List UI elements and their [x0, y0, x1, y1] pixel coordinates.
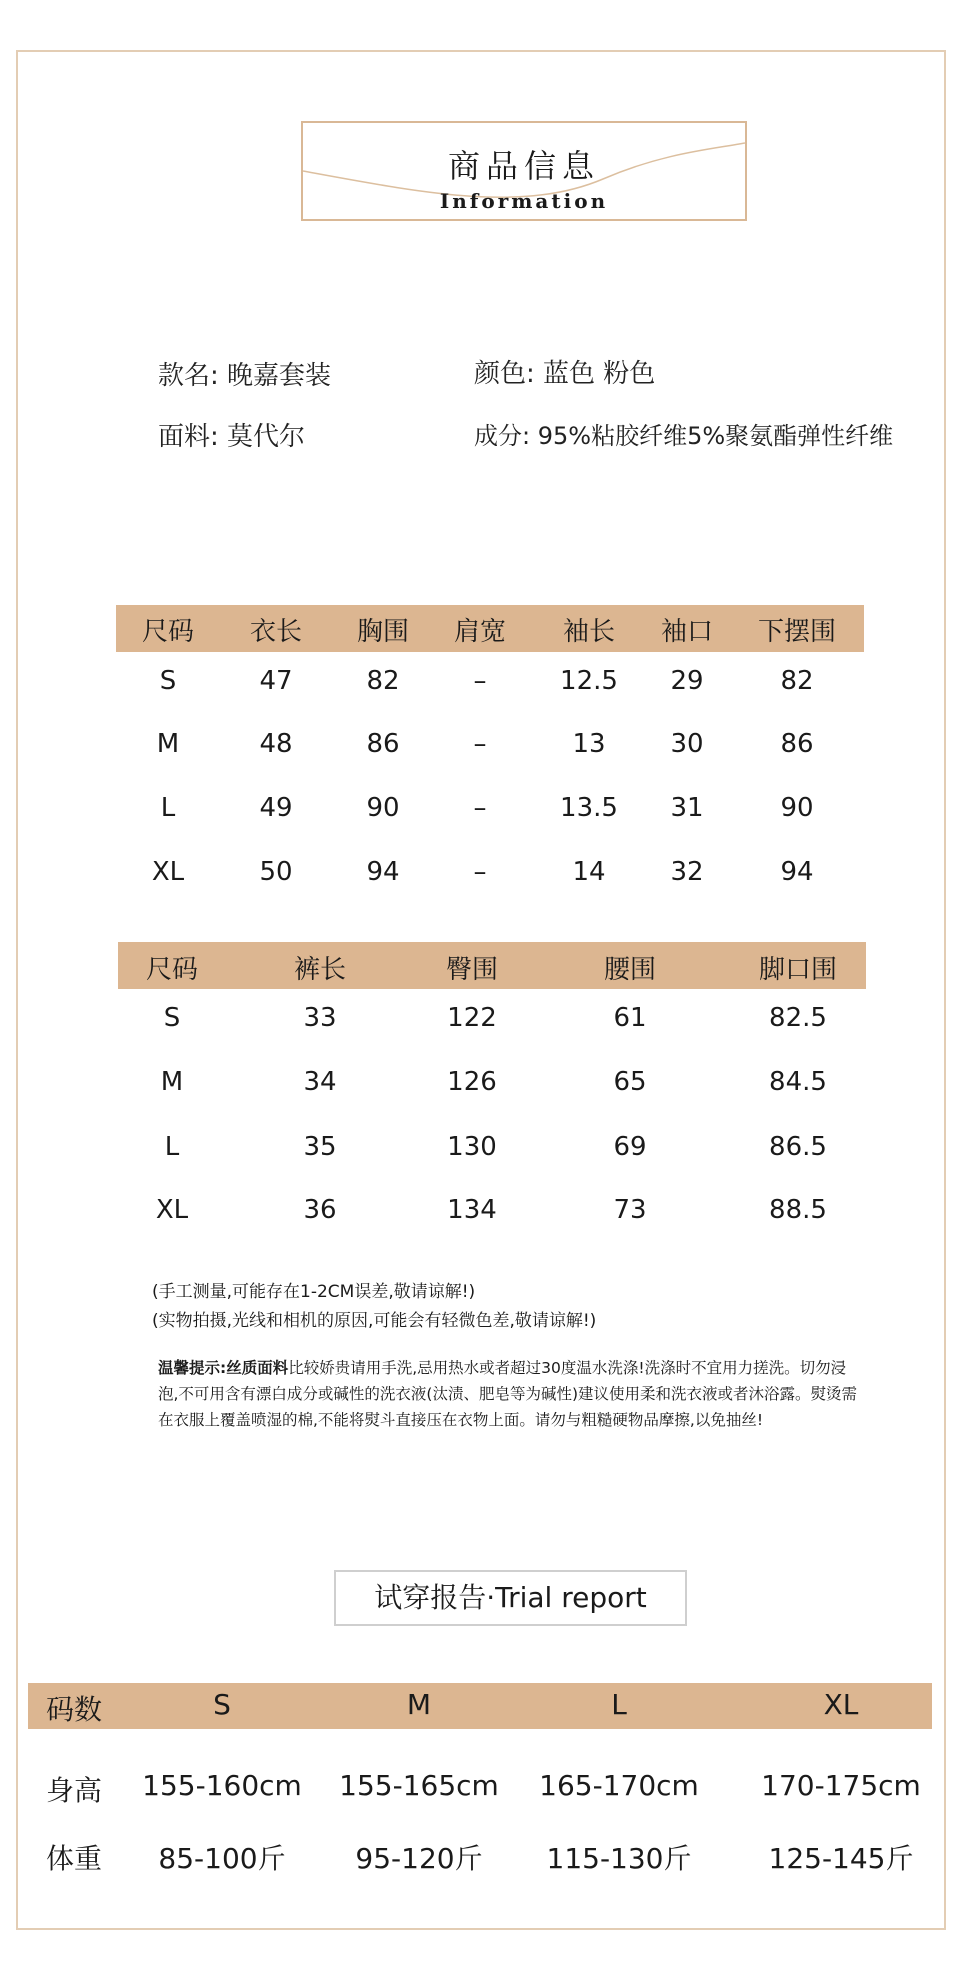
top-table-cell: 94 — [366, 857, 400, 887]
top-table-cell: – — [473, 666, 487, 696]
top-table-cell: L — [160, 793, 176, 823]
top-table-cell: 82 — [780, 666, 814, 696]
top-table-cell: 12.5 — [560, 666, 618, 696]
top-table-cell: 86 — [780, 729, 814, 759]
bottom-table-header-cell: 裤长 — [293, 955, 347, 985]
bottom-table-cell: 34 — [303, 1067, 337, 1097]
title-box — [301, 121, 747, 221]
top-table-cell: 14 — [572, 857, 606, 887]
title-english: Information — [439, 189, 609, 213]
trial-table-cell: 155-165cm — [339, 1769, 499, 1802]
page-frame — [16, 50, 946, 1930]
top-table-cell: 29 — [670, 666, 704, 696]
top-table-cell: M — [156, 729, 180, 759]
style-value: 晚嘉套装 — [227, 361, 332, 391]
top-table-cell: 13.5 — [560, 793, 618, 823]
top-table-cell: – — [473, 729, 487, 759]
title-chinese: 商品信息 — [447, 147, 600, 185]
tips-text: 比较娇贵请用手洗,忌用热水或者超过30度温水洗涤!洗涤时不宜用力搓洗。切勿浸泡,不可用含有漂白成分或碱性的洗衣液(汰渍、肥皂等为碱性)建议使用柔和洗衣液或者沐浴露。熨烫需在衣服上覆盖喷湿的棉,不能将熨斗直接压在衣物上面。请勿与粗糙硬物品摩擦,以免抽丝! — [158, 1359, 858, 1429]
bottom-table-cell: L — [164, 1132, 180, 1162]
color-info — [474, 353, 655, 390]
style-name — [158, 355, 331, 392]
composition-label: 成分: — [474, 422, 531, 450]
top-table-header-cell: 衣长 — [249, 617, 303, 647]
photo-note: (实物拍摄,光线和相机的原因,可能会有轻微色差,敬请谅解!) — [152, 1311, 597, 1331]
trial-table-cell: 125-145斤 — [768, 1842, 914, 1875]
trial-table-cell: 155-160cm — [142, 1769, 302, 1802]
bottom-table-cell: 86.5 — [769, 1132, 827, 1162]
top-table-cell: 50 — [259, 857, 293, 887]
top-table-cell: 94 — [780, 857, 814, 887]
color-value: 蓝色 粉色 — [543, 359, 656, 389]
bottom-table-cell: 69 — [613, 1132, 647, 1162]
trial-table-cell: 165-170cm — [539, 1769, 699, 1802]
fabric-value: 莫代尔 — [227, 422, 306, 452]
bottom-table-cell: 122 — [447, 1003, 497, 1033]
top-table-cell: 82 — [366, 666, 400, 696]
top-table-header-cell: 尺码 — [141, 617, 195, 647]
bottom-table-cell: 65 — [613, 1067, 647, 1097]
bottom-table-cell: S — [163, 1003, 181, 1033]
bottom-table-cell: 73 — [613, 1195, 647, 1225]
bottom-table-cell: 126 — [447, 1067, 497, 1097]
top-table-cell: 32 — [670, 857, 704, 887]
bottom-table-cell: 36 — [303, 1195, 337, 1225]
top-table-cell: – — [473, 857, 487, 887]
trial-table-cell: 85-100斤 — [158, 1842, 286, 1875]
bottom-table-cell: 134 — [447, 1195, 497, 1225]
bottom-table-cell: 33 — [303, 1003, 337, 1033]
composition-value: 95%粘胶纤维5%聚氨酯弹性纤维 — [537, 422, 894, 450]
trial-table-cell: 身高 — [45, 1774, 103, 1807]
trial-report-title: 试穿报告·Trial report — [334, 1570, 687, 1626]
top-table-cell: XL — [151, 857, 185, 887]
bottom-table-header-cell: 脚口围 — [758, 955, 838, 985]
color-label: 颜色: — [474, 359, 535, 389]
top-table-header-cell: 袖长 — [562, 617, 616, 647]
trial-table-header-cell: M — [406, 1688, 432, 1721]
trial-table-cell: 体重 — [45, 1842, 103, 1875]
top-table-cell: – — [473, 793, 487, 823]
care-tips — [158, 1355, 858, 1433]
trial-table-cell: 170-175cm — [761, 1769, 921, 1802]
style-label: 款名: — [158, 361, 219, 391]
trial-table-cell: 95-120斤 — [355, 1842, 483, 1875]
top-table-cell: S — [159, 666, 177, 696]
measurement-note: (手工测量,可能存在1-2CM误差,敬请谅解!) — [152, 1282, 476, 1302]
top-table-header-cell: 胸围 — [356, 617, 410, 647]
tips-label: 温馨提示: — [158, 1359, 227, 1377]
bottom-table-header-cell: 腰围 — [603, 955, 657, 985]
bottom-table-cell: 61 — [613, 1003, 647, 1033]
trial-table-header-cell: 码数 — [45, 1693, 103, 1726]
top-table-cell: 30 — [670, 729, 704, 759]
bottom-table-header-cell: 尺码 — [145, 955, 199, 985]
trial-table-header-cell: XL — [823, 1688, 859, 1721]
bottom-table-cell: 82.5 — [769, 1003, 827, 1033]
bottom-table-cell: 84.5 — [769, 1067, 827, 1097]
bottom-table-cell: 130 — [447, 1132, 497, 1162]
top-table-cell: 31 — [670, 793, 704, 823]
fabric-info — [158, 416, 305, 453]
trial-table-header-cell: S — [213, 1688, 231, 1721]
trial-table-header-cell: L — [611, 1688, 627, 1721]
bottom-table-cell: XL — [155, 1195, 189, 1225]
top-table-header-cell: 下摆围 — [757, 617, 837, 647]
trial-table-header — [28, 1683, 932, 1729]
top-table-cell: 90 — [366, 793, 400, 823]
top-table-cell: 47 — [259, 666, 293, 696]
top-table-cell: 13 — [572, 729, 606, 759]
top-table-cell: 49 — [259, 793, 293, 823]
top-table-header-cell: 肩宽 — [453, 617, 507, 647]
trial-table-cell: 115-130斤 — [546, 1842, 692, 1875]
top-table-cell: 86 — [366, 729, 400, 759]
composition-info — [474, 416, 893, 451]
tips-bold: 丝质面料 — [226, 1359, 289, 1377]
bottom-table-cell: M — [160, 1067, 184, 1097]
bottom-table-header-cell: 臀围 — [445, 955, 499, 985]
top-table-cell: 48 — [259, 729, 293, 759]
top-table-cell: 90 — [780, 793, 814, 823]
top-table-header-cell: 袖口 — [660, 617, 714, 647]
bottom-table-cell: 88.5 — [769, 1195, 827, 1225]
bottom-table-cell: 35 — [303, 1132, 337, 1162]
fabric-label: 面料: — [158, 422, 219, 452]
